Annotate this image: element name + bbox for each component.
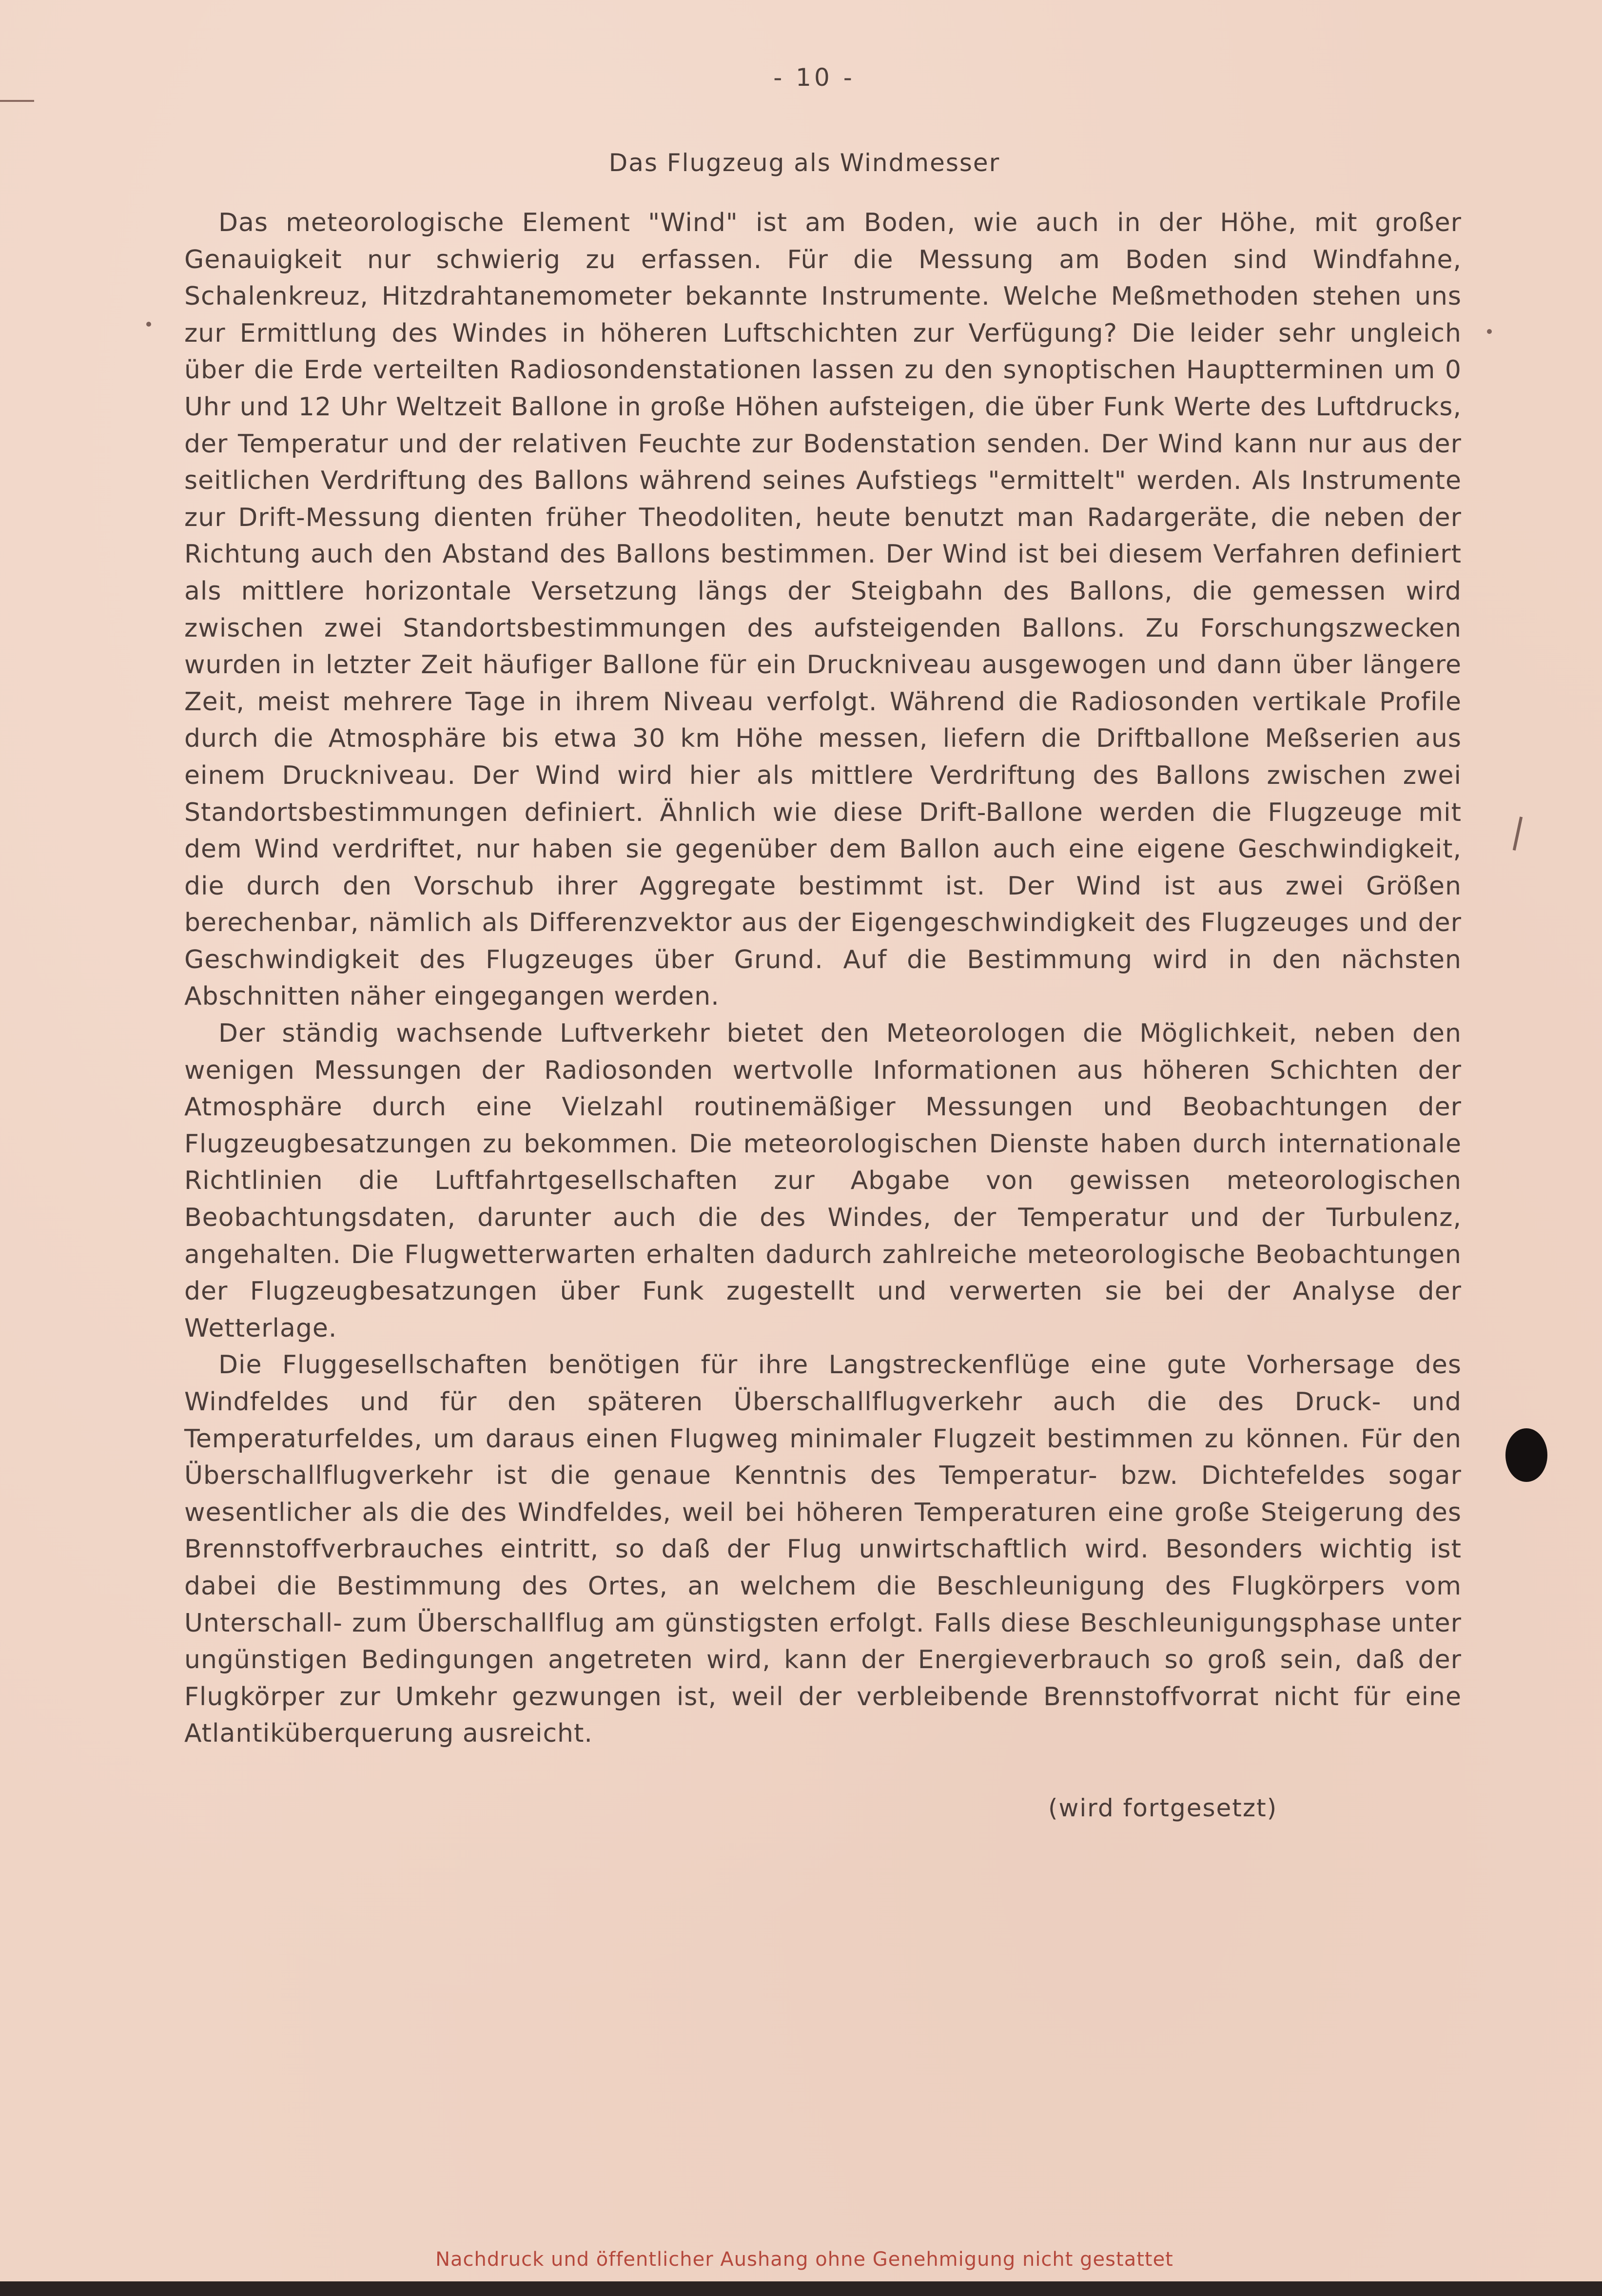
continued-note: (wird fortgesetzt) [1048, 1794, 1278, 1822]
page-number: - 10 - [773, 63, 855, 92]
margin-dot [146, 322, 151, 327]
fold-mark [0, 100, 34, 102]
margin-mark [1513, 817, 1523, 851]
body-text [184, 205, 1462, 1752]
paragraph-1: Das meteorologische Element "Wind" ist am Boden, wie auch in der Höhe, mit großer Genauigkeit nur schwierig zu erfassen. Für die Messung am Boden sind Windfahne, Schalenkreuz, Hitzdrahtanemometer bekannte Instrumente. Welche Meßmethoden stehen uns zur Ermittlung des Windes in höheren Luftschichten zur Verfügung? Die leider sehr ungleich über die Erde verteilten Radiosondenstationen lassen zu den synoptischen Hauptterminen um 0 Uhr und 12 Uhr Weltzeit Ballone in große Höhen aufsteigen, die über Funk Werte des Luftdrucks, der Temperatur und der relativen Feuchte zur Bodenstation senden. Der Wind kann nur aus der seitlichen Verdriftung des Ballons während seines Aufstiegs "ermittelt" werden. Als Instrumente zur Drift-Messung dienten früher Theodoliten, heute benutzt man Radargeräte, die neben der Richtung auch den Abstand des Ballons bestimmen. Der Wind ist bei diesem Verfahren definiert als mittlere horizontale Versetzung längs der Steigbahn des Ballons, die gemessen wird zwischen zwei Standortsbestimmungen des aufsteigenden Ballons. Zu Forschungszwecken wurden in letzter Zeit häufiger Ballone für ein Druckniveau ausgewogen und dann über längere Zeit, meist mehrere Tage in ihrem Niveau verfolgt. Während die Radiosonden vertikale Profile durch die Atmosphäre bis etwa 30 km Höhe messen, liefern die Driftballone Meßserien aus einem Druckniveau. Der Wind wird hier als mittlere Verdriftung des Ballons zwischen zwei Standortsbestimmungen definiert. Ähnlich wie diese Drift-Ballone werden die Flugzeuge mit dem Wind verdriftet, nur haben sie gegenüber dem Ballon auch eine eigene Geschwindigkeit, die durch den Vorschub ihrer Aggregate bestimmt ist. Der Wind ist aus zwei Größen berechenbar, nämlich als Differenzvektor aus der Eigengeschwindigkeit des Flugzeuges und der Geschwindigkeit des Flugzeuges über Grund. Auf die Bestimmung wird in den nächsten Abschnitten näher eingegangen werden. [184, 208, 1462, 1012]
scan-bottom-edge [0, 2281, 1602, 2296]
paragraph-2: Der ständig wachsende Luftverkehr bietet den Meteorologen die Möglichkeit, neben den wenigen Messungen der Radiosonden wertvolle Informationen aus höheren Schichten der Atmosphäre durch eine Vielzahl routinemäßiger Messungen und Beobachtungen der Flugzeugbesatzungen zu bekommen. Die meteorologischen Dienste haben durch internationale Richtlinien die Luftfahrtgesellschaften zur Abgabe von gewissen meteorologischen Beobachtungsdaten, darunter auch die des Windes, der Temperatur und der Turbulenz, angehalten. Die Flugwetterwarten erhalten dadurch zahlreiche meteorologische Beobachtungen der Flugzeugbesatzungen über Funk zugestellt und verwerten sie bei der Analyse der Wetterlage. [184, 1019, 1462, 1343]
paragraph-3: Die Fluggesellschaften benötigen für ihre Langstreckenflüge eine gute Vorhersage des Windfeldes und für den späteren Überschallflugverkehr auch die des Druck- und Temperaturfeldes, um daraus einen Flugweg minimaler Flugzeit bestimmen zu können. Für den Überschallflugverkehr ist die genaue Kenntnis des Temperatur- bzw. Dichtefeldes sogar wesentlicher als die des Windfeldes, weil bei höheren Temperaturen eine große Steigerung des Brennstoffverbrauches eintritt, so daß der Flug unwirtschaftlich wird. Besonders wichtig ist dabei die Bestimmung des Ortes, an welchem die Beschleunigung des Flugkörpers vom Unterschall- zum Überschallflug am günstigsten erfolgt. Falls diese Beschleunigungsphase unter ungünstigen Bedingungen angetreten wird, kann der Energieverbrauch so groß sein, daß der Flugkörper zur Umkehr gezwungen ist, weil der verbleibende Brennstoffvorrat nicht für eine Atlantiküberquerung ausreicht. [184, 1350, 1462, 1749]
footer-copyright-note: Nachdruck und öffentlicher Aushang ohne Genehmigung nicht gestattet [435, 2248, 1173, 2271]
punch-hole [1505, 1428, 1547, 1482]
document-title: Das Flugzeug als Windmesser [608, 149, 1000, 177]
margin-dot [1487, 329, 1492, 334]
